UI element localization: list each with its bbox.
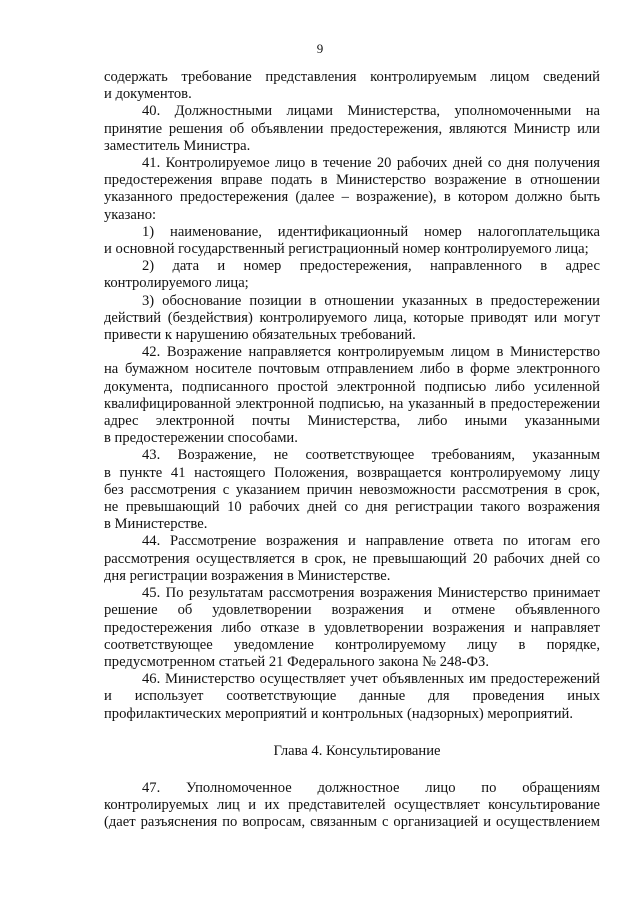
text-line: рассмотрения осуществляется в срок, не превышающий 20 рабочих дней со (104, 550, 600, 567)
text-line: в пункте 41 настоящего Положения, возвращается контролируемому лицу (104, 464, 600, 481)
text-line: документа, подписанного простой электронной подписью либо усиленной (104, 378, 600, 395)
paragraph (104, 224, 600, 258)
text-line: содержать требование представления контролируемым лицом сведений (104, 69, 600, 85)
text-line: соответствующее уведомление контролируемому лицу в порядке, (104, 636, 600, 653)
text-line: 1) наименование, идентификационный номер налогоплательщика (142, 223, 600, 240)
document-body (104, 69, 600, 832)
paragraph (104, 447, 600, 533)
text-line: принятие решения об объявлении предостережения, являются Министр или (104, 120, 600, 137)
text-line: 45. По результатам рассмотрения возражения Министерство принимает (142, 585, 600, 602)
text-line: 2) дата и номер предостережения, направленного в адрес (142, 258, 600, 275)
text-line: на бумажном носителе почтовым отправлением либо в форме электронного (104, 361, 600, 378)
text-line: решение об удовлетворении возражения и отмене объявленного (104, 602, 600, 619)
paragraph (104, 155, 600, 224)
text-line: привести к нарушению обязательных требований. (104, 327, 416, 344)
text-line: 43. Возражение, не соответствующее требованиям, указанным (142, 447, 600, 464)
text-line: предусмотренном статьей 21 Федерального закона № 248-ФЗ. (104, 653, 489, 670)
text-line: и документов. (104, 86, 192, 103)
paragraph (104, 780, 600, 832)
text-line: 41. Контролируемое лицо в течение 20 рабочих дней со дня получения (142, 155, 600, 172)
text-line: 3) обоснование позиции в отношении указанных в предостережении (142, 292, 600, 309)
paragraph (104, 258, 600, 292)
paragraph (104, 344, 600, 447)
paragraph (104, 533, 600, 585)
text-line: и использует соответствующие данные для проведения иных (104, 688, 600, 705)
text-line: профилактических мероприятий и контрольных (надзорных) мероприятий. (104, 705, 573, 722)
paragraph (104, 69, 600, 103)
text-line: предостережения либо отказе в удовлетворении возражения и направляет (104, 619, 600, 636)
text-line: 42. Возражение направляется контролируемым лицом в Министерство (142, 344, 600, 361)
paragraph (104, 585, 600, 671)
text-line: указано: (104, 206, 157, 223)
text-line: указанного предостережения (далее – возражение), в котором должно быть (104, 189, 600, 206)
text-line: (дает разъяснения по вопросам, связанным с организацией и осуществлением (104, 814, 600, 831)
chapter-heading: Глава 4. Консультирование (273, 742, 441, 759)
text-line: квалифицированной электронной подписью, на указанный в предостережении (104, 395, 600, 412)
text-line: в Министерстве. (104, 516, 208, 533)
paragraph (104, 103, 600, 155)
paragraph (104, 671, 600, 723)
text-line: дня регистрации возражения в Министерстве. (104, 567, 391, 584)
text-line: и основной государственный регистрационный номер контролируемого лица; (104, 241, 589, 258)
text-line: 44. Рассмотрение возражения и направление ответа по итогам его (142, 533, 600, 550)
text-line: контролируемых лиц и их представителей осуществляет консультирование (104, 797, 600, 814)
text-line: в предостережении способами. (104, 430, 298, 447)
text-line: действий (бездействия) контролируемого лица, которые приводят или могут (104, 309, 600, 326)
text-line: 40. Должностными лицами Министерства, уполномоченными на (142, 103, 600, 120)
text-line: предостережения вправе подать в Министерство возражение в отношении (104, 172, 600, 189)
text-line: без рассмотрения с указанием причин невозможности рассмотрения в срок, (104, 481, 600, 498)
paragraph (104, 293, 600, 345)
text-line: 47. Уполномоченное должностное лицо по обращениям (142, 779, 600, 796)
text-line: контролируемого лица; (104, 275, 249, 292)
page-number: 9 (316, 41, 324, 56)
text-line: заместитель Министра. (104, 137, 251, 154)
text-line: адрес электронной почты Министерства, либо иными указанными (104, 413, 600, 430)
text-line: не превышающий 10 рабочих дней со дня регистрации такого возражения (104, 499, 600, 516)
text-line: 46. Министерство осуществляет учет объявленных им предостережений (142, 671, 600, 688)
